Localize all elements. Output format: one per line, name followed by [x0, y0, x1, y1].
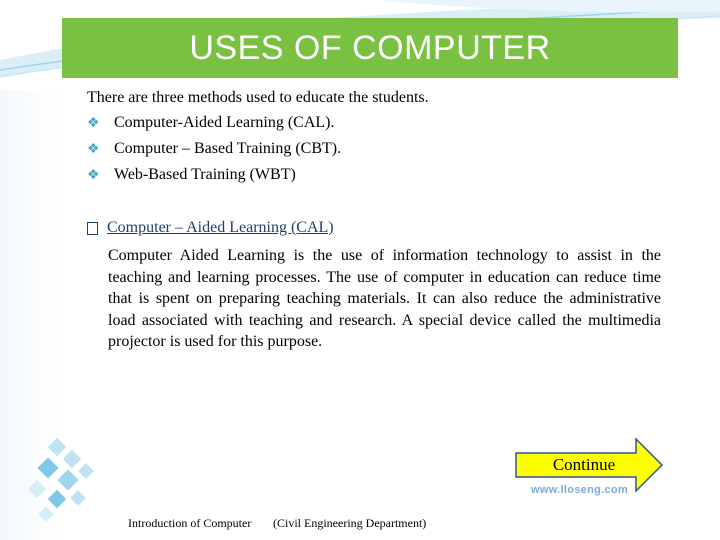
- decorative-cubes: [10, 430, 120, 530]
- list-item: [87, 140, 341, 166]
- footer-department: (Civil Engineering Department): [273, 516, 427, 530]
- method-list: [87, 114, 341, 192]
- list-item: [87, 166, 341, 192]
- cal-description: Computer Aided Learning is the use of information technology to assist in the teaching and learning processes. The use of computer in education can reduce time that is spent on preparing teaching materials. It can also reduce the administrative load associated with teaching and research. A special device called the multimedia projector is used for this purpose.: [108, 247, 661, 351]
- list-item-label: Web-Based Training (WBT): [114, 166, 296, 183]
- list-item-label: Computer – Based Training (CBT).: [114, 140, 342, 157]
- diamond-bullet-icon: ❖: [87, 168, 100, 183]
- checkbox-icon: [87, 222, 98, 235]
- diamond-bullet-icon: ❖: [87, 142, 100, 157]
- section-heading: [87, 219, 334, 237]
- section-heading-link[interactable]: Computer – Aided Learning (CAL): [107, 219, 334, 236]
- diamond-bullet-icon: ❖: [87, 116, 100, 131]
- slide-title: USES OF COMPUTER: [189, 28, 551, 67]
- intro-text: There are three methods used to educate the students.: [87, 89, 429, 106]
- continue-label: Continue: [552, 455, 616, 474]
- title-bar: [62, 18, 678, 78]
- list-item-label: Computer-Aided Learning (CAL).: [114, 114, 335, 131]
- footer-course: Introduction of Computer: [128, 516, 252, 530]
- list-item: [87, 114, 341, 140]
- website-watermark: www.lloseng.com: [531, 484, 628, 496]
